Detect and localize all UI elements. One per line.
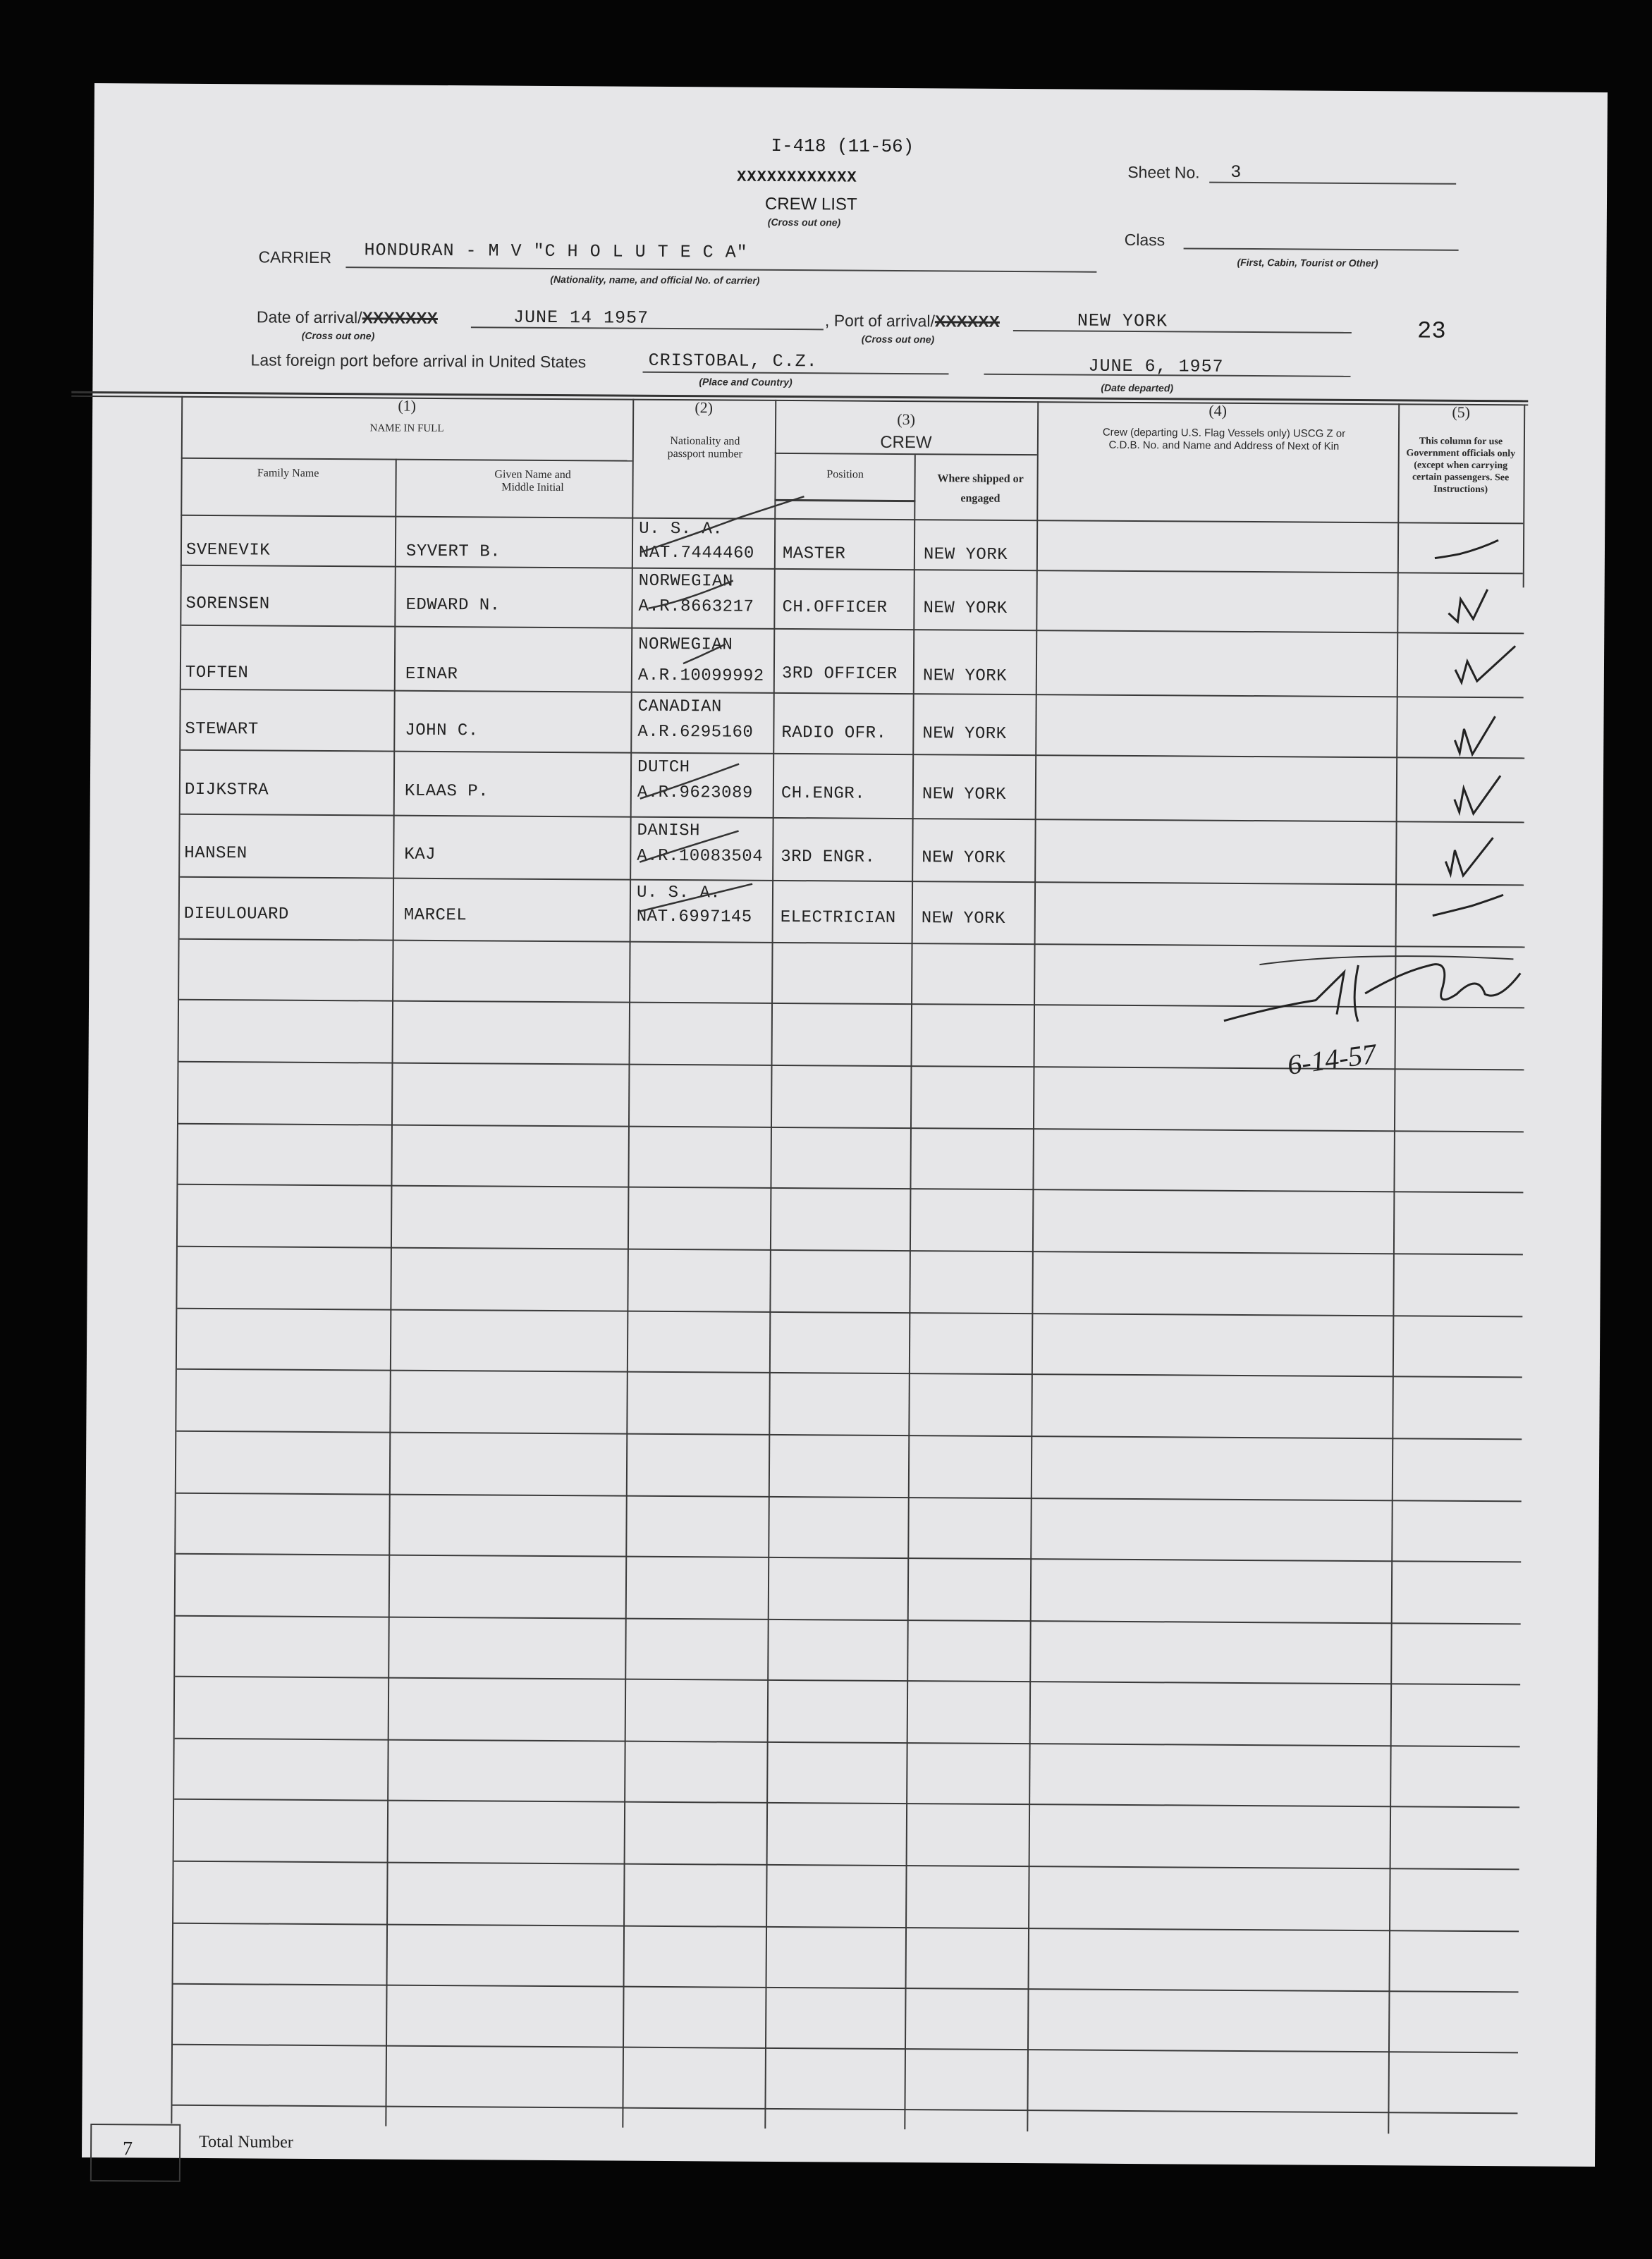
port-value: NEW YORK [1077,310,1168,332]
col3-number: (3) [897,410,916,429]
where-shipped: NEW YORK [922,785,1007,804]
arrival-value: JUNE 14 1957 [513,307,649,329]
where-shipped: NEW YORK [921,909,1006,929]
total-number-label: Total Number [199,2132,293,2152]
arrival-note: (Cross out one) [301,329,375,342]
nationality: DUTCH [637,757,690,778]
nationality: NORWEGIAN [638,571,733,592]
given-name: MARCEL [403,905,467,926]
departed-note: (Date departed) [1101,381,1174,394]
port-label: , Port of arrival/XXXXXX [824,311,1001,331]
signature-date: 6-14-57 [1285,1037,1378,1081]
sheet-label: Sheet No. [1127,162,1200,182]
title-note: (Cross out one) [767,216,841,228]
check-mark-icon [1429,892,1507,921]
col5-number: (5) [1452,403,1471,421]
last-port-value: CRISTOBAL, C.Z. [648,350,818,372]
departed-value: JUNE 6, 1957 [1088,355,1224,377]
struck-title: XXXXXXXXXXXX [737,168,857,187]
carrier-label: CARRIER [258,247,332,267]
given-name: KLAAS P. [404,781,489,802]
family-name: SVENEVIK [185,540,271,561]
last-port-label: Last foreign port before arrival in United States [250,350,587,372]
check-mark-icon [1451,771,1507,821]
position: 3RD OFFICER [781,663,898,684]
col1-number: (1) [398,396,417,415]
last-port-note: (Place and Country) [699,376,793,388]
family-name: TOFTEN [185,663,249,683]
family-name: HANSEN [184,843,247,864]
passport-number: A.R.10083504 [637,846,764,867]
col3-title: CREW [880,432,932,453]
family-name: SORENSEN [185,594,270,614]
class-label: Class [1124,230,1165,250]
port-note: (Cross out one) [861,333,935,345]
passport-number: A.R.10099992 [637,666,764,686]
form-title: CREW LIST [764,194,857,214]
col4-title: Crew (departing U.S. Flag Vessels only) USCG Z or C.D.B. No. and Name and Address of Next of Kin [1102,426,1346,453]
passport-number: A.R.6295160 [637,722,754,742]
position: ELECTRICIAN [780,907,896,928]
col5-title: This column for use Government officials only (except when carrying certain passengers. See Instructions) [1406,436,1516,496]
page-number: 23 [1417,318,1446,345]
check-mark-icon [1431,536,1502,565]
family-name: STEWART [185,719,259,740]
check-mark-icon [1451,712,1500,761]
family-name: DIJKSTRA [184,780,269,800]
given-name: JOHN C. [405,721,479,741]
total-number-box [90,2124,181,2182]
given-name-header: Given Name and Middle Initial [494,468,571,494]
given-name: EINAR [405,664,458,685]
family-name-header: Family Name [257,467,319,479]
where-shipped: NEW YORK [923,599,1008,618]
where-shipped-header: Where shipped or engaged [937,472,1024,505]
nationality: DANISH [637,821,701,841]
nationality: NORWEGIAN [638,635,733,655]
nationality: U. S. A. [639,519,723,539]
where-shipped: NEW YORK [922,666,1008,686]
position: CH.ENGR. [781,783,866,804]
carrier-note: (Nationality, name, and official No. of carrier) [550,273,760,286]
form-number: I-418 (11-56) [771,135,914,158]
position: CH.OFFICER [782,597,888,618]
arrival-label: Date of arrival/XXXXXXX [256,307,439,327]
nationality: U. S. A. [636,883,721,903]
family-name: DIEULOUARD [183,904,289,924]
nationality-check-strokes [625,482,1022,963]
given-name: EDWARD N. [405,595,501,616]
check-mark-icon [1452,642,1522,692]
position-header: Position [826,468,864,481]
position: 3RD ENGR. [781,847,876,867]
col4-number: (4) [1209,401,1228,420]
col2-number: (2) [695,398,714,417]
passport-number: NAT.6997145 [636,907,752,927]
carrier-value: HONDURAN - M V "C H O L U T E C A" [364,240,748,263]
col2-title: Nationality and passport number [667,434,742,460]
class-note: (First, Cabin, Tourist or Other) [1237,256,1378,269]
passport-number: A.R.9623089 [637,783,753,803]
where-shipped: NEW YORK [922,848,1006,868]
given-name: KAJ [404,845,436,864]
crew-list-form [82,83,1608,2167]
check-mark-icon [1442,833,1498,883]
nationality: CANADIAN [637,697,722,717]
position: RADIO OFR. [781,723,887,743]
passport-number: A.R.8663217 [638,596,754,617]
given-name: SYVERT B. [405,541,501,562]
where-shipped: NEW YORK [922,724,1007,744]
col1-title: NAME IN FULL [369,422,444,435]
passport-number: NAT.7444460 [638,543,754,563]
check-mark-icon [1445,585,1501,628]
total-number-value: 7 [123,2138,133,2160]
sheet-value: 3 [1230,161,1242,183]
position: MASTER [782,544,846,564]
where-shipped: NEW YORK [923,545,1008,565]
